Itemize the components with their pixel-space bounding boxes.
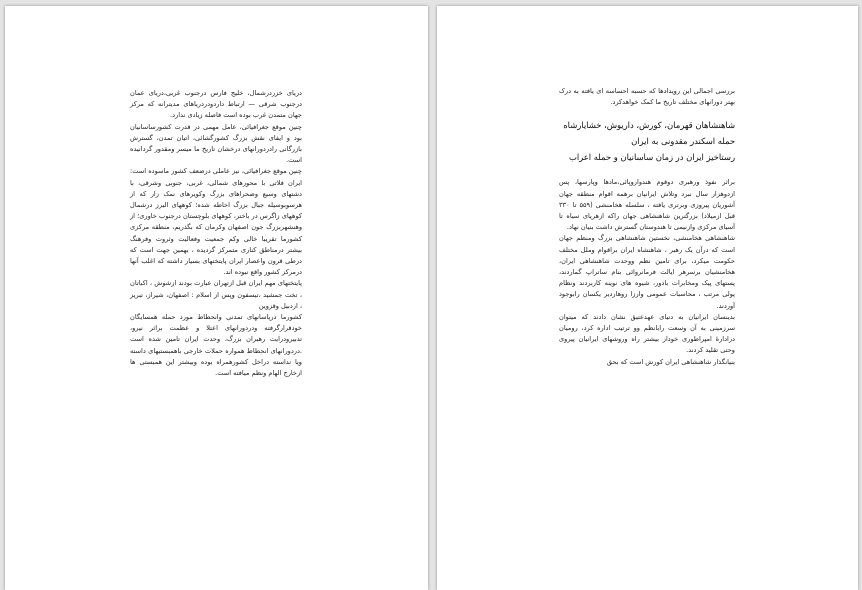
paragraph: بنیانگذار شاهنشاهی ایران کورش است که بحق: [606, 357, 735, 366]
paragraph: بدینسان ایرانیان به دنیای عهدعتیق نشان دادند که میتوان سرزمینی به آن وسعت رابانظم وو ترتیب اداره کرد، رومیان درادارهٔ امپراطوری خوداز بیشتر راه وروشهای ایرانیان پیروی وحتی تقلید کردند.: [559, 312, 735, 355]
paragraph: چنین موقع جغرافیائی، نیز عاملی درضعف کشور ماسوده است: ایران فلاتی با محورهای شمالی، غربی، جنوبی وشرقی، با دشتهای وسیع وصحراهای بزرگ وکویرهای نمک زار که از هرسوبوسیله جبال بزرگ احاطه شده؛ کوههای البرز درشمال کوههای زاگرس در باختر، کوههای بلوچستان درجنوب خاوری؛ از وهنشهربزرگ جون اصفهان وکرمان که بگذریم، منطقه مرکزی کشورما تقریبا خالی وکم جمعیت وفعالیت وثروت وفرهنگ بیشتر درمناطق کناری متمرکز گردیده ، بهمین جهت است که درطی قرون واعصار ایران پایتختهای بسیار داشته که اغلب آنها درمرکز کشور واقع نبوده اند.: [130, 167, 302, 277]
left-page-text: [130, 88, 302, 379]
section-heading: رستاخیز ایران در زمان ساسانیان و حمله اعراب: [568, 152, 735, 163]
paragraph: کشورما درپاسانهای تمدنی وانحطاط مورد حمله همسایگان خودقرارگرفته ودردورانهای اعتلا و عظمت براثر نیرو، تدبیرودرایت رهبران بزرگ، وحدت ایران تامین شده است .دردورانهای انحطاط همواره حملات خارجی باهمبستیهای داسته ویا نداسته دراخل کشورهمراه بوده وبیشتر این همبستی ها ازخارج الهام ونظم میافته است.: [130, 313, 302, 378]
paragraph: شاهنشاهی هخامنشی، نخستین شاهنشاهی بزرگ ومنظم جهان است که درآن یک رهبر ، شاهنشاه ایران براقوام وملل مختلف حکومت میکرد، برای تامین نظم ووحدت شاهنشاهی ایران، هخامنشیان برسرهر ایالت فرمانروائی بنام ساتراپ گماردند، پستهای پیک ومخابرات بادور، شیوه های نوینه کاربردند ونظام پولی مرتب ، محاسبات عمومی وارزا روهاردیر یکسان رابوجود آوردند.: [559, 234, 735, 310]
section-headings: [559, 117, 735, 165]
paragraph: چنین موقع جغرافیائی، عامل مهمی در قدرت کشورساسانیان بود و ایفای نقش بزرگ کشورگشائی، اتیان تمدن، گسترش بازرگانی رادردورانهای درخشان تاریخ ما میسر ومقدور گردانیده است.: [130, 122, 302, 165]
intro-paragraph: بررسی اجمالی این رویدادها که حسبه احساسه ای یافته به درک بهتر دورانهای مختلف تاریخ ما کمک خواهدکرد.: [559, 87, 735, 107]
right-page-text: [559, 86, 735, 368]
section-heading: شاهنشاهان قهرمان، کورش، داریوش، خشایارشاه: [563, 120, 735, 131]
left-page: [5, 6, 428, 590]
section-heading: حمله اسکندر مقدونی به ایران: [631, 136, 735, 147]
paragraph: پایتختهای مهم ایران قبل ازتهران عبارت بودند ازشوش ، اکباتان ، تخت جمشید ،تیسفون وپس از اسلام : اصفهان، شیراز، تبریز ، اردبیل وقزوین: [130, 279, 302, 310]
paragraph: براثر نفوذ ورهبری دوقوم هندواروپائی،مادها وپارسها، پس ازدوهزار سال نبرد وتلاش ایرانیان برهمه اقوام منطقه جهان آشوریان پیروزی وبرتری یافته ، سلسله هخامنشی (۵۵۹ تا ۳۳۰ قبل ازمیلاد) بزرگترین شاهنشاهی جهان راکه ازهریای سیاه تا آسیای مرکزی وازنیمی تا هندوستان گسترش داشت بنیان نهاد.: [559, 178, 735, 232]
paragraph: دریای خزردرشمال، خلیج فارس درجنوب غربی،دریای عمان درجنوب شرقی — ارتباط داردودردریاهای مدیترانه که مرکز جهان متمدن غرب بوده است فاصله زیادی ندارد.: [130, 89, 302, 120]
right-page: [437, 6, 858, 590]
